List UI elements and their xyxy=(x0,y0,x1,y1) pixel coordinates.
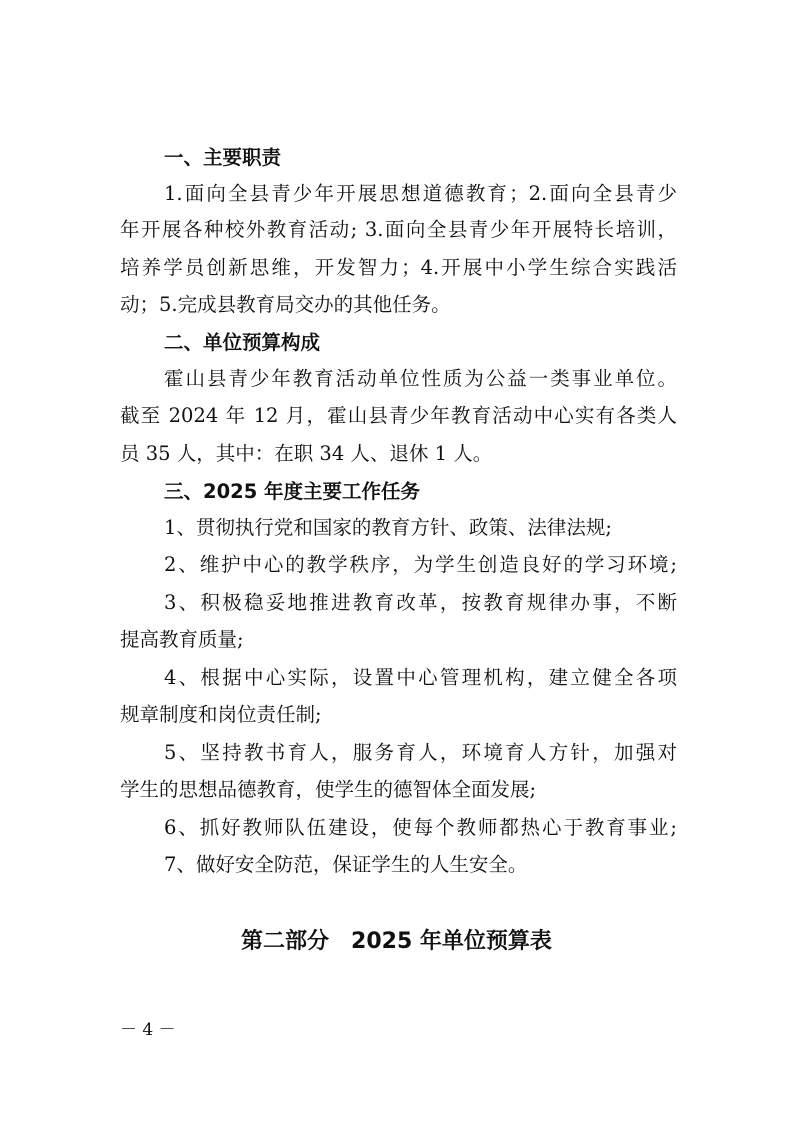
task-item: 2、维护中心的教学秩序，为学生创造良好的学习环境; xyxy=(164,553,677,576)
task-item-continuation: 学生的思想品德教育，使学生的德智体全面发展; xyxy=(120,778,537,801)
part-title: 第二部分 2025 年单位预算表 xyxy=(241,929,552,954)
paragraph-line: 霍山县青少年教育活动单位性质为公益一类事业单位。 xyxy=(164,367,677,390)
task-item: 4、根据中心实际，设置中心管理机构，建立健全各项 xyxy=(164,666,677,689)
task-item: 5、坚持教书育人，服务育人，环境育人方针，加强对 xyxy=(164,741,677,764)
paragraph-line: 截至 2024 年 12 月，霍山县青少年教育活动中心实有各类人 xyxy=(120,404,677,427)
paragraph-line: 员 35 人，其中：在职 34 人、退休 1 人。 xyxy=(120,442,493,465)
paragraph-line: 动；5.完成县教育局交办的其他任务。 xyxy=(120,293,451,316)
task-item: 3、积极稳妥地推进教育改革，按教育规律办事，不断 xyxy=(164,591,677,614)
task-item: 6、抓好教师队伍建设，使每个教师都热心于教育事业; xyxy=(164,816,677,839)
task-item: 1、贯彻执行党和国家的教育方针、政策、法律法规; xyxy=(164,516,612,539)
paragraph-line: 1.面向全县青少年开展思想道德教育；2.面向全县青少 xyxy=(164,182,677,205)
section-heading-duties: 一、主要职责 xyxy=(164,146,282,169)
paragraph-line: 年开展各种校外教育活动; 3.面向全县青少年开展特长培训， xyxy=(120,218,677,241)
task-item: 7、做好安全防范，保证学生的人生安全。 xyxy=(164,853,528,876)
paragraph-line: 培养学员创新思维，开发智力；4.开展中小学生综合实践活 xyxy=(120,256,677,279)
section-heading-budget-composition: 二、单位预算构成 xyxy=(164,331,321,354)
page-number: － 4 － xyxy=(120,1020,176,1040)
task-item-continuation: 规章制度和岗位责任制; xyxy=(120,703,322,726)
task-item-continuation: 提高教育质量; xyxy=(120,628,244,651)
section-heading-main-tasks: 三、2025 年度主要工作任务 xyxy=(164,480,421,503)
